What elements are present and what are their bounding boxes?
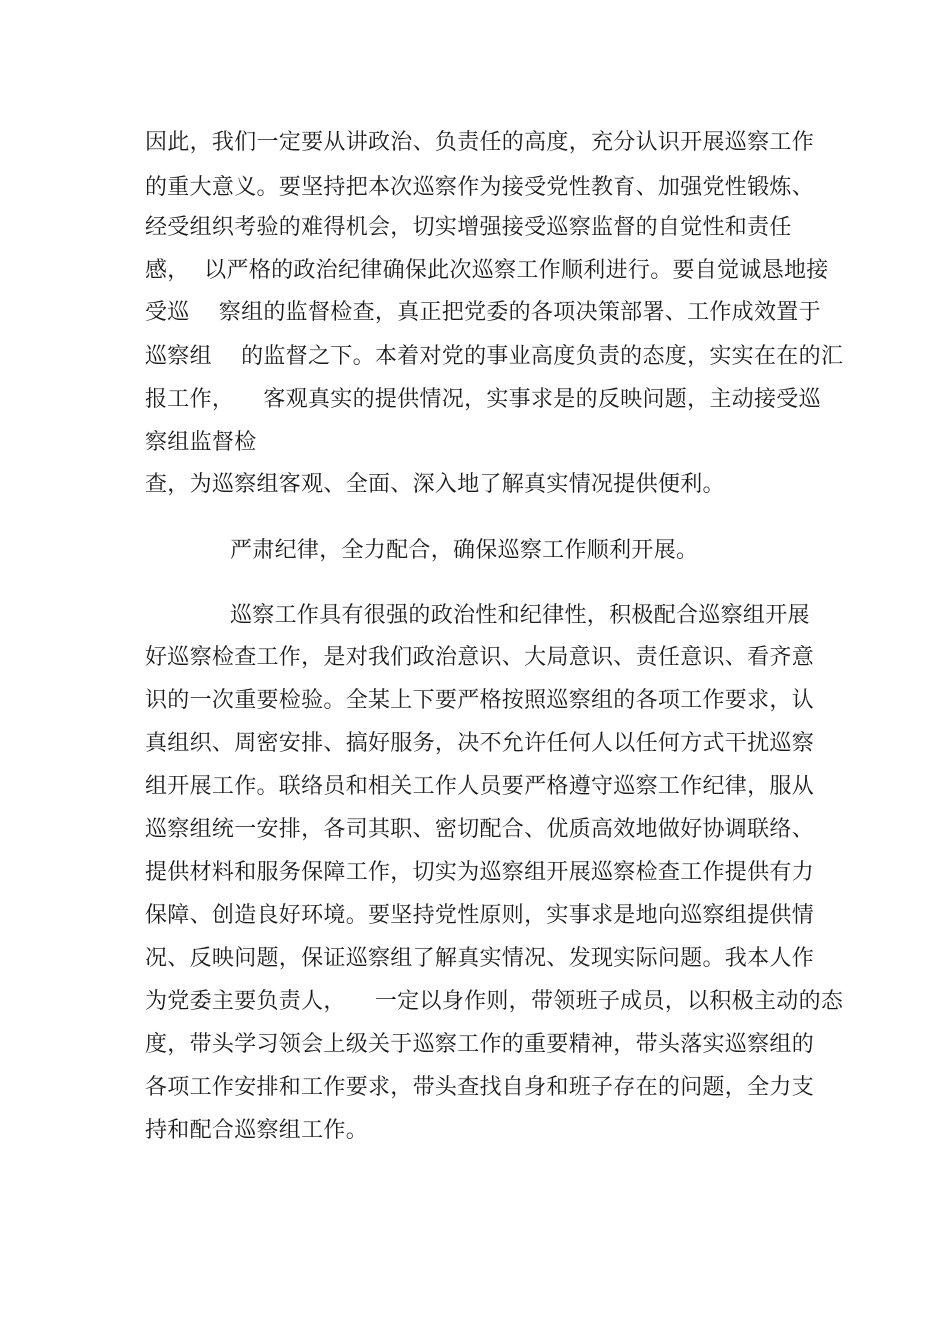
text-line: 受巡 察组的监督检查，真正把党委的各项决策部署、工作成效置于 (145, 300, 821, 325)
text-line: 好巡察检查工作，是对我们政治意识、大局意识、责任意识、看齐意 (145, 645, 815, 670)
text-line: 识的一次重要检验。全某上下要严格按照巡察组的各项工作要求，认 (145, 688, 815, 713)
text-line: 组开展工作。联络员和相关工作人员要严格遵守巡察工作纪律，服从 (145, 774, 815, 799)
text-line: 况、反映问题，保证巡察组了解真实情况、发现实际问题。我本人作 (145, 946, 815, 971)
text-line: 提供材料和服务保障工作，切实为巡察组开展巡察检查工作提供有力 (145, 860, 815, 885)
text-line: 持和配合巡察组工作。 (145, 1118, 369, 1143)
text-line: 为党委主要负责人， 一定以身作则，带领班子成员，以积极主动的态 (145, 989, 844, 1014)
text-line: 巡察工作具有很强的政治性和纪律性，积极配合巡察组开展 (230, 603, 810, 628)
text-line: 巡察组统一安排，各司其职、密切配合、优质高效地做好协调联络、 (145, 817, 815, 842)
text-line: 因此，我们一定要从讲政治、负责任的高度，充分认识开展巡察工作 (145, 130, 815, 155)
text-line: 各项工作安排和工作要求，带头查找自身和班子存在的问题，全力支 (145, 1075, 815, 1100)
text-line: 真组织、周密安排、搞好服务，决不允许任何人以任何方式干扰巡察 (145, 731, 815, 756)
text-line: 的重大意义。要坚持把本次巡察作为接受党性教育、加强党性锻炼、 (145, 175, 815, 200)
text-line: 察组监督检 (145, 430, 257, 455)
text-line: 感， 以严格的政治纪律确保此次巡察工作顺利进行。要自觉诚恳地接 (145, 258, 829, 283)
text-line: 报工作， 客观真实的提供情况，实事求是的反映问题，主动接受巡 (145, 387, 821, 412)
text-line: 经受组织考验的难得机会，切实增强接受巡察监督的自觉性和责任 (145, 215, 792, 240)
text-line: 查，为巡察组客观、全面、深入地了解真实情况提供便利。 (145, 472, 725, 497)
text-line: 巡察组 的监督之下。本着对党的事业高度负责的态度，实实在在的汇 (145, 344, 844, 369)
text-line: 保障、创造良好环境。要坚持党性原则，实事求是地向巡察组提供情 (145, 903, 815, 928)
text-line: 度，带头学习领会上级关于巡察工作的重要精神，带头落实巡察组的 (145, 1032, 815, 1057)
section-heading: 严肃纪律，全力配合，确保巡察工作顺利开展。 (230, 538, 699, 563)
